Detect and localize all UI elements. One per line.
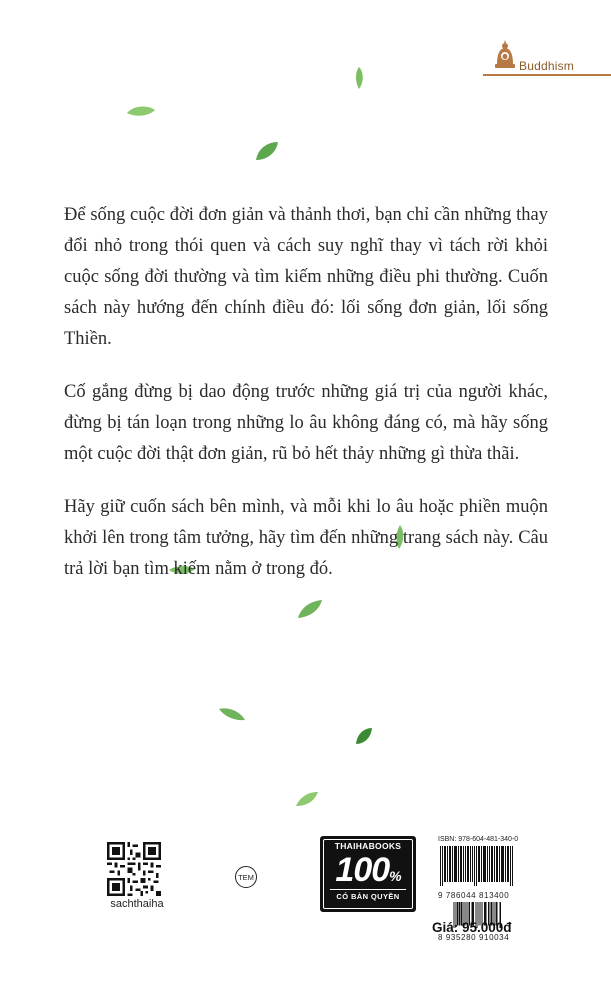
tem-stamp: TEM — [235, 866, 257, 888]
badge-subtitle: CÓ BẢN QUYỀN — [336, 892, 400, 901]
isbn-code: ISBN: 978-604-481-340-0 — [438, 836, 519, 843]
barcode-icon — [438, 846, 518, 886]
qr-block — [107, 842, 163, 910]
series-label: Buddhism — [519, 59, 574, 73]
badge-divider — [330, 889, 406, 890]
price-label: Giá: 95.000đ — [432, 920, 512, 935]
buddha-emblem-icon — [493, 38, 517, 72]
leaf-icon — [354, 726, 374, 746]
blurb-paragraph: Hãy giữ cuốn sách bên mình, và mỗi khi lo âu hoặc phiền muộn khởi lên trong tâm tưởng, hãy tìm đến những trang sách này. Câu trả lời bạn tìm kiếm nằm ở trong đó. — [64, 497, 548, 579]
leaf-icon — [352, 66, 366, 90]
qr-caption: sachthaiha — [110, 898, 164, 910]
badge-percentage — [320, 851, 416, 890]
leaf-icon — [254, 140, 280, 162]
leaf-icon — [294, 790, 320, 808]
leaf-icon — [218, 706, 246, 722]
series-badge — [483, 36, 611, 76]
blurb-paragraph: Để sống cuộc đời đơn giản và thảnh thơi, bạn chỉ cần những thay đổi nhỏ trong thói quen và cách suy nghĩ thay vì tách rời khỏi cuộc sống đời thường và tìm kiếm những điều phi thường. Cuốn sách này hướng đến chính điều đó: lối sống đơn giản, lối sống Thiền. — [64, 205, 548, 349]
badge-percent-sign: % — [389, 868, 401, 884]
copyright-badge — [320, 836, 416, 912]
qr-code-icon[interactable] — [107, 842, 161, 896]
badge-number: 100 — [335, 851, 390, 889]
leaf-icon — [126, 104, 156, 118]
blurb — [64, 200, 548, 607]
barcode-number: 9 786044 813400 — [438, 891, 510, 900]
series-rule — [483, 74, 611, 76]
barcode2-number: 8 935280 910034 — [438, 933, 510, 942]
blurb-paragraph: Cố gắng đừng bị dao động trước những giá trị của người khác, đừng bị tán loạn trong những lo âu không đáng có, mà hãy sống một cuộc đời thật đơn giản, rũ bỏ hết thảy những gì thừa thãi. — [64, 382, 548, 464]
badge-brand: THAIHABOOKS — [334, 841, 402, 851]
